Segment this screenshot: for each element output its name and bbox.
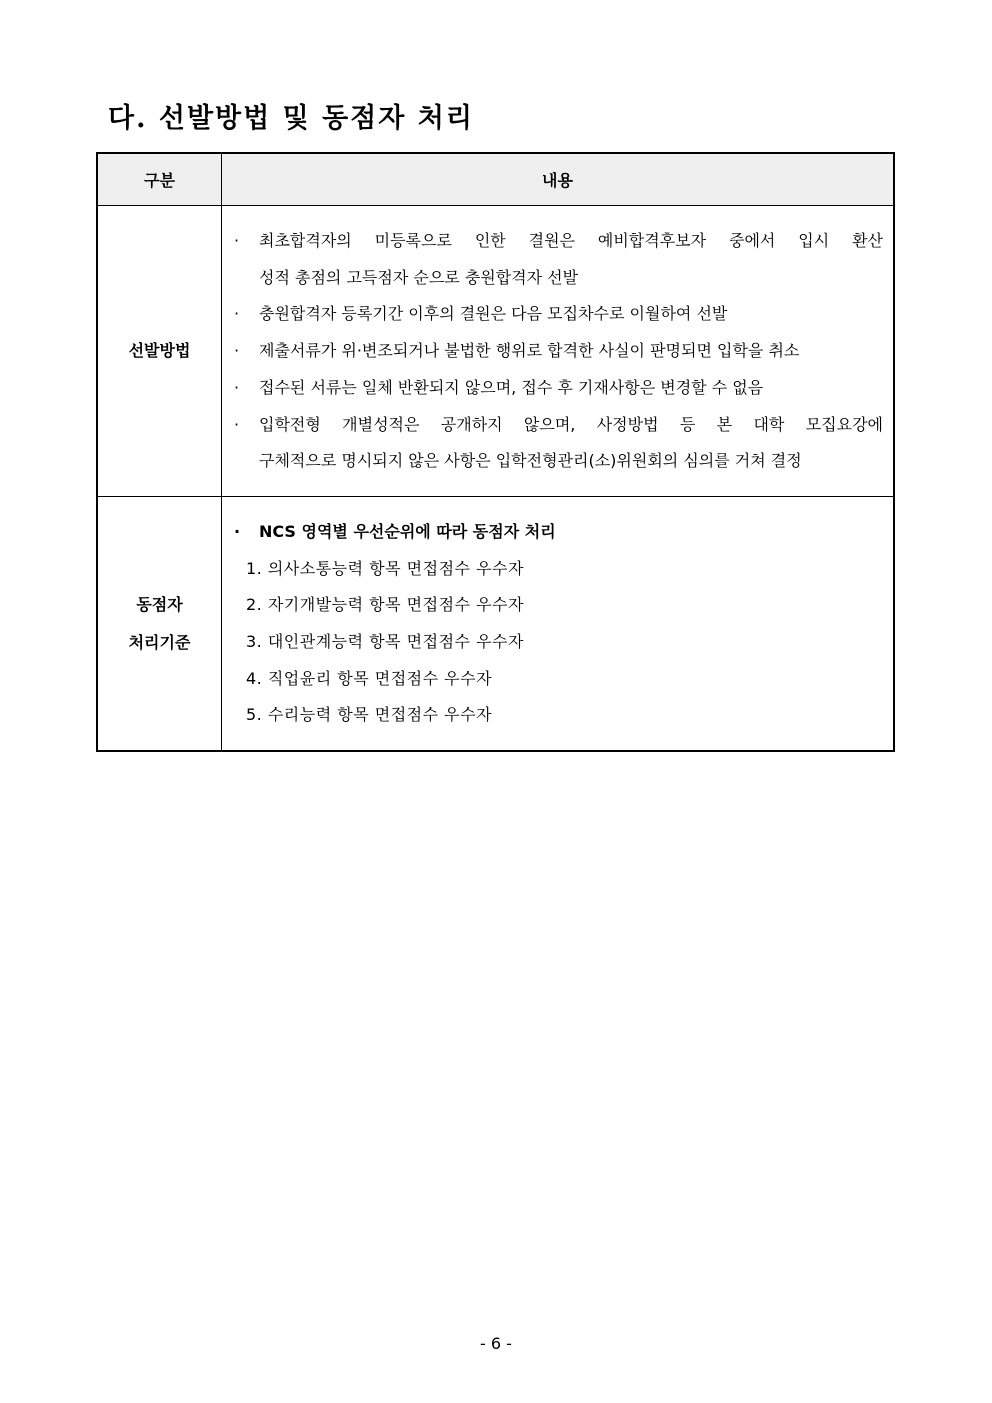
table-header-row [97,153,894,206]
bullet-item [234,407,883,444]
bullet-dot: · [234,231,240,250]
bullet-continuation: 구체적으로 명시되지 않은 사항은 입학전형관리(소)위원회의 심의를 거쳐 결정 [259,451,802,471]
bullet-dot: · [234,341,240,361]
bullet-text: 최초합격자의 미등록으로 인한 결원은 예비합격후보자 중에서 입시 환산 [259,231,883,250]
numbered-item: 3. 대인관계능력 항목 면접점수 우수자 [246,632,524,652]
bullet-item [234,370,883,407]
row-label-line: 동점자 [136,594,183,614]
bullet-dot: · [234,304,240,324]
selection-method-table [96,152,895,752]
bullet-dot: · [234,377,240,397]
row-label-tie-breaker [97,496,222,751]
row-label-line: 처리기준 [128,632,191,652]
section-title: 다. 선발방법 및 동점자 처리 [108,103,474,134]
bullet-dot: · [234,521,241,541]
page-number: - 6 - [480,1334,512,1353]
header-category: 구분 [97,153,222,206]
bullet-item [234,296,883,333]
numbered-item: 2. 자기개발능력 항목 면접점수 우수자 [246,595,524,615]
bullet-text: 입학전형 개별성적은 공개하지 않으며, 사정방법 등 본 대학 모집요강에 [259,414,883,434]
table-row-tie-breaker [97,496,894,751]
bullet-dot: · [234,414,240,434]
bullet-text: 충원합격자 등록기간 이후의 결원은 다음 모집차수로 이월하여 선발 [259,304,728,324]
bullet-item [234,333,883,370]
numbered-item: 1. 의사소통능력 항목 면접점수 우수자 [246,558,524,578]
row-label-selection-method: 선발방법 [97,206,222,497]
header-content: 내용 [222,153,895,206]
row-content-selection-method [222,206,895,497]
bullet-text: 접수된 서류는 일체 반환되지 않으며, 접수 후 기재사항은 변경할 수 없음 [259,377,764,397]
bullet-item [234,514,883,551]
numbered-item: 4. 직업윤리 항목 면접점수 우수자 [246,668,493,688]
table-row-selection-method [97,206,894,497]
bullet-item [234,223,883,260]
numbered-item: 5. 수리능력 항목 면접점수 우수자 [246,705,493,725]
bullet-text: 제출서류가 위·변조되거나 불법한 행위로 합격한 사실이 판명되면 입학을 취소 [259,341,800,361]
bullet-text: NCS 영역별 우선순위에 따라 동점자 처리 [259,521,556,541]
bullet-continuation: 성적 총점의 고득점자 순으로 충원합격자 선발 [259,267,579,287]
row-content-tie-breaker [222,496,895,751]
